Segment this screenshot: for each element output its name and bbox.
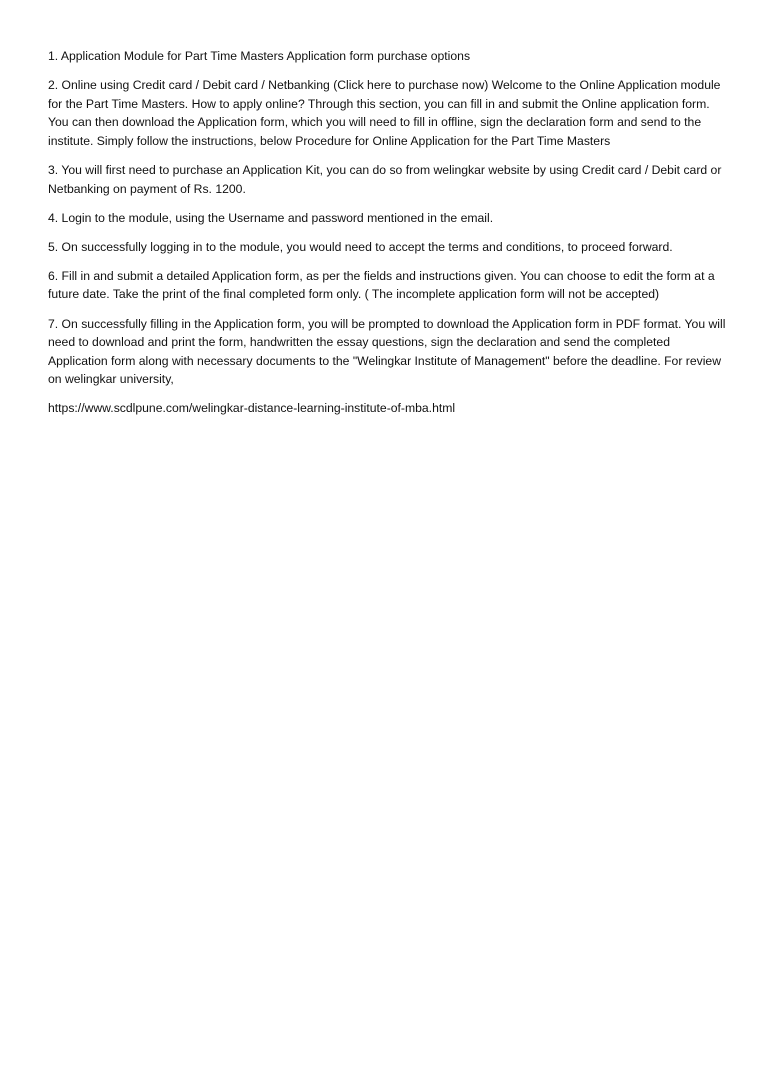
paragraph-2: 2. Online using Credit card / Debit card / Netbanking (Click here to purchase now) Welcome to the Online Application module for the Part Time Masters. How to apply online? Through this section, you can fill in and submit the Online application form. You can then download the Application form, which you will need to fill in offline, sign the declaration form and send to the institute. Simply follow the instructions, below Procedure for Online Application for the Part Time Masters [48,78,721,148]
paragraph-7: 7. On successfully filling in the Application form, you will be prompted to download the Application form in PDF format. You will need to download and print the form, handwritten the essay questions, sign the declaration and send the completed Application form along with necessary documents to the "Welingkar Institute of Management" before the deadline. For review on welingkar university, [48,316,726,387]
document-body [48,47,726,429]
reference-url: https://www.scdlpune.com/welingkar-distance-learning-institute-of-mba.html [48,401,456,416]
paragraph-6: 6. Fill in and submit a detailed Application form, as per the fields and instructions given. You can choose to edit the form at a future date. Take the print of the final completed form only. ( The incomplete application form will not be accepted) [48,268,715,302]
paragraph-1: 1. Application Module for Part Time Masters Application form purchase options [48,49,471,63]
paragraph-3: 3. You will first need to purchase an Application Kit, you can do so from welingkar website by using Credit card / Debit card or Netbanking on payment of Rs. 1200. [48,162,722,196]
paragraph-4: 4. Login to the module, using the Username and password mentioned in the email. [48,210,494,225]
paragraph-5: 5. On successfully logging in to the module, you would need to accept the terms and conditions, to proceed forward. [48,239,673,254]
